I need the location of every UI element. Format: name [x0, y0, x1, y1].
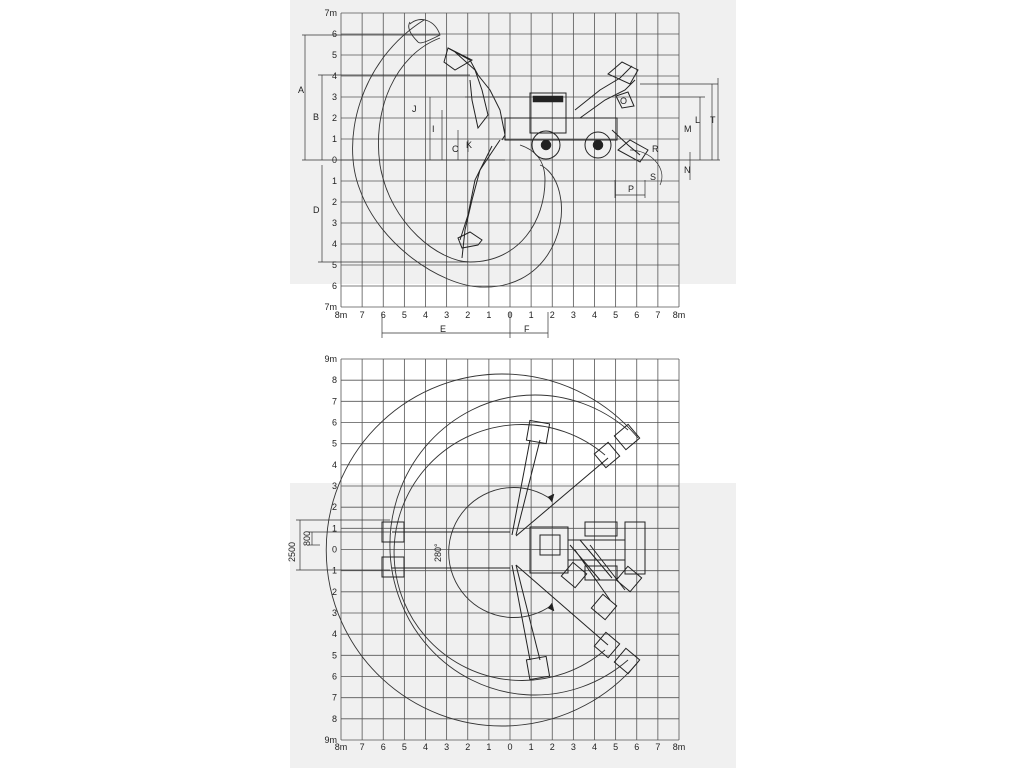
side-x-tick-label: 2: [549, 310, 555, 320]
slew-angle-label: 280°: [433, 543, 443, 562]
side-y-tick-label: 4: [331, 71, 337, 81]
top-y-tick-label: 3: [331, 608, 337, 618]
top-x-tick-label: 6: [380, 742, 386, 752]
slew-outer-arc: [326, 374, 638, 726]
side-y-tick-label: 4: [331, 239, 337, 249]
side-x-tick-label: 4: [422, 310, 429, 320]
side-x-tick-label: 7: [655, 310, 661, 320]
width-800-label: 800: [302, 530, 312, 546]
top-x-tick-label: 4: [422, 742, 429, 752]
dim-label-e: E: [440, 324, 447, 334]
top-y-tick-label: 7: [331, 692, 337, 703]
side-x-tick-label: 2: [465, 310, 471, 320]
side-y-tick-label: 7m: [324, 8, 337, 18]
side-x-tick-label: 8m: [334, 310, 348, 320]
side-y-tick-label: 1: [331, 134, 337, 144]
slew-arrow-top: [548, 494, 554, 502]
backhoe-inner-reach-arc: [378, 38, 545, 262]
side-y-tick-label: 7m: [324, 302, 337, 312]
dim-label-c: C: [452, 144, 459, 154]
dim-label-o: O: [620, 96, 628, 106]
dim-label-l: L: [695, 115, 701, 125]
top-x-tick-label: 5: [401, 742, 407, 752]
side-y-tick-label: 6: [331, 29, 337, 39]
side-view: [298, 8, 720, 338]
top-x-tick-label: 5: [613, 742, 619, 752]
top-x-tick-label: 2: [465, 742, 471, 752]
dim-label-f: F: [524, 324, 530, 334]
dim-label-n: N: [684, 165, 691, 175]
top-x-tick-label: 1: [486, 742, 492, 752]
top-x-tick-label: 8m: [672, 742, 686, 752]
side-y-tick-label: 3: [331, 218, 337, 228]
top-y-tick-label: 3: [331, 481, 337, 491]
side-x-tick-label: 6: [634, 310, 640, 320]
dimension-letters: [298, 85, 716, 334]
side-y-tick-label: 1: [331, 176, 337, 186]
chassis: [505, 118, 617, 140]
top-x-tick-label: 6: [634, 742, 640, 752]
side-y-tick-label: 5: [331, 50, 337, 60]
side-y-tick-label: 0: [331, 155, 337, 165]
top-y-tick-label: 5: [331, 650, 337, 661]
dim-label-j: J: [412, 104, 417, 114]
dim-label-i: I: [432, 124, 435, 134]
top-x-tick-label: 1: [528, 742, 534, 752]
top-y-tick-label: 8: [331, 375, 337, 386]
side-x-tick-label: 4: [591, 310, 598, 320]
top-y-tick-label: 2: [331, 502, 337, 513]
top-y-tick-label: 7: [331, 396, 337, 407]
side-x-tick-label: 3: [570, 310, 576, 320]
top-y-tick-label: 4: [331, 459, 337, 470]
top-y-tick-label: 6: [331, 671, 337, 682]
top-x-tick-label: 8m: [334, 742, 348, 752]
dim-label-k: K: [466, 140, 473, 150]
top-y-tick-label: 9m: [324, 354, 337, 364]
dim-label-a: A: [298, 85, 305, 95]
dim-label-p: P: [628, 184, 635, 194]
side-y-tick-label: 5: [331, 260, 337, 270]
tractor-top-cab: [530, 527, 568, 573]
side-y-tick-label: 2: [331, 197, 337, 207]
top-view: [287, 354, 685, 752]
top-y-tick-label: 1: [331, 565, 337, 576]
rear-wheel-hub: [541, 140, 551, 150]
top-x-tick-label: 4: [591, 742, 598, 752]
side-x-tick-label: 7: [359, 310, 365, 320]
top-y-tick-label: 0: [331, 544, 337, 555]
top-x-tick-label: 7: [655, 742, 661, 752]
top-y-tick-label: 5: [331, 438, 337, 449]
dim-label-r: R: [652, 144, 659, 154]
side-x-tick-label: 5: [401, 310, 407, 320]
front-wheel-hub: [593, 140, 603, 150]
slew-arrow-bottom: [548, 603, 554, 611]
top-y-tick-label: 2: [331, 586, 337, 597]
side-x-tick-label: 6: [380, 310, 386, 320]
side-y-tick-label: 6: [331, 281, 337, 291]
top-x-tick-label: 3: [570, 742, 576, 752]
side-y-tick-label: 3: [331, 92, 337, 102]
dim-label-t: T: [710, 115, 716, 125]
side-x-tick-label: 1: [528, 310, 534, 320]
cab-roof: [533, 96, 563, 102]
top-front-wheel-upper: [585, 522, 617, 536]
top-x-tick-label: 3: [444, 742, 450, 752]
top-y-tick-label: 1: [331, 523, 337, 534]
side-x-tick-label: 3: [444, 310, 450, 320]
side-x-tick-label: 1: [486, 310, 492, 320]
top-x-tick-label: 2: [549, 742, 555, 752]
side-y-tick-label: 2: [331, 113, 337, 123]
seat: [540, 535, 560, 555]
top-x-tick-label: 7: [359, 742, 365, 752]
top-y-tick-label: 9m: [324, 735, 337, 745]
side-x-tick-label: 8m: [672, 310, 686, 320]
dim-label-s: S: [650, 172, 657, 182]
dim-label-b: B: [313, 112, 320, 122]
right-dimension-lines: [615, 78, 720, 198]
top-y-tick-label: 6: [331, 417, 337, 428]
top-view-x-axis: [335, 742, 686, 752]
boom-positions: [382, 420, 640, 679]
side-x-tick-label: 5: [613, 310, 619, 320]
top-view-grid: [341, 359, 679, 740]
top-x-tick-label: 0: [507, 742, 513, 752]
dim-label-d: D: [313, 205, 320, 215]
top-y-tick-label: 8: [331, 713, 337, 724]
width-2500-label: 2500: [287, 541, 297, 562]
top-y-tick-label: 4: [331, 629, 337, 640]
side-x-tick-label: 0: [507, 310, 513, 320]
dim-label-m: M: [684, 124, 692, 134]
